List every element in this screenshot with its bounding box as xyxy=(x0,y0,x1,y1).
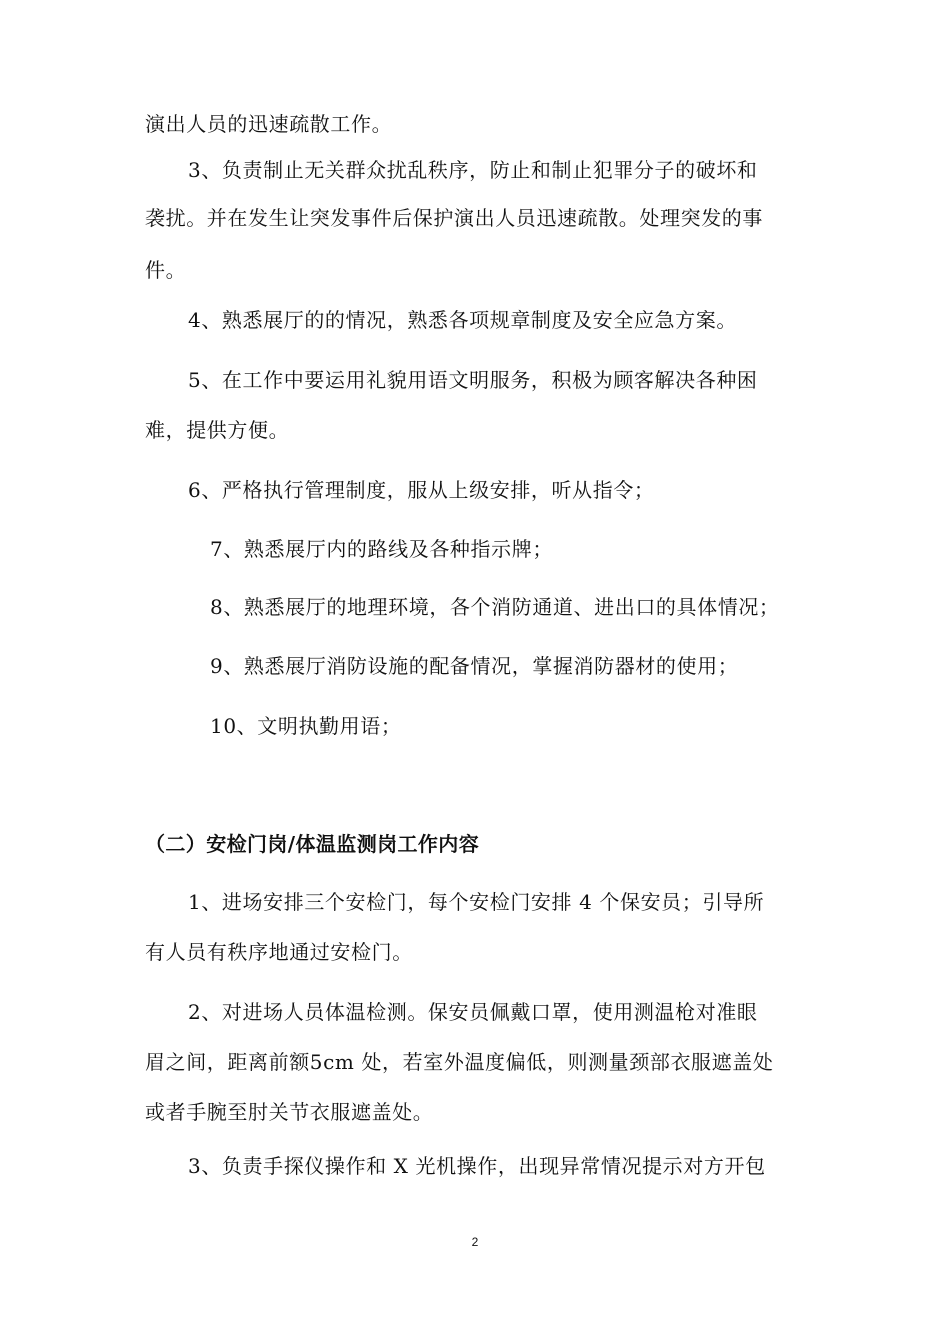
paragraph-line: 件。 xyxy=(145,258,187,282)
paragraph-line: 1、进场安排三个安检门，每个安检门安排 4 个保安员；引导所 xyxy=(188,890,765,914)
paragraph-line: 袭扰。并在发生让突发事件后保护演出人员迅速疏散。处理突发的事 xyxy=(145,206,763,230)
paragraph-line: 难，提供方便。 xyxy=(145,418,290,442)
paragraph-line: 眉之间，距离前额5cm 处，若室外温度偏低，则测量颈部衣服遮盖处 xyxy=(145,1050,774,1074)
paragraph-line: 8、熟悉展厅的地理环境，各个消防通道、进出口的具体情况； xyxy=(210,595,780,619)
paragraph-line: 9、熟悉展厅消防设施的配备情况，掌握消防器材的使用； xyxy=(210,654,739,678)
page-number: 2 xyxy=(471,1235,479,1249)
paragraph-line: 有人员有秩序地通过安检门。 xyxy=(145,940,413,964)
paragraph-line: 2、对进场人员体温检测。保安员佩戴口罩，使用测温枪对准眼 xyxy=(188,1000,758,1024)
paragraph-line: 演出人员的迅速疏散工作。 xyxy=(145,112,393,136)
paragraph-line: 5、在工作中要运用礼貌用语文明服务，积极为顾客解决各种困 xyxy=(188,368,758,392)
section-heading: （二）安检门岗/体温监测岗工作内容 xyxy=(145,832,480,856)
paragraph-line: 6、严格执行管理制度，服从上级安排，听从指令； xyxy=(188,478,655,502)
paragraph-line: 7、熟悉展厅内的路线及各种指示牌； xyxy=(210,537,553,561)
paragraph-line: 或者手腕至肘关节衣服遮盖处。 xyxy=(145,1100,434,1124)
paragraph-line: 3、负责制止无关群众扰乱秩序，防止和制止犯罪分子的破坏和 xyxy=(188,158,758,182)
paragraph-line: 4、熟悉展厅的的情况，熟悉各项规章制度及安全应急方案。 xyxy=(188,308,737,332)
paragraph-line: 3、负责手探仪操作和 X 光机操作，出现异常情况提示对方开包 xyxy=(188,1154,766,1178)
paragraph-line: 10、文明执勤用语； xyxy=(210,714,402,738)
